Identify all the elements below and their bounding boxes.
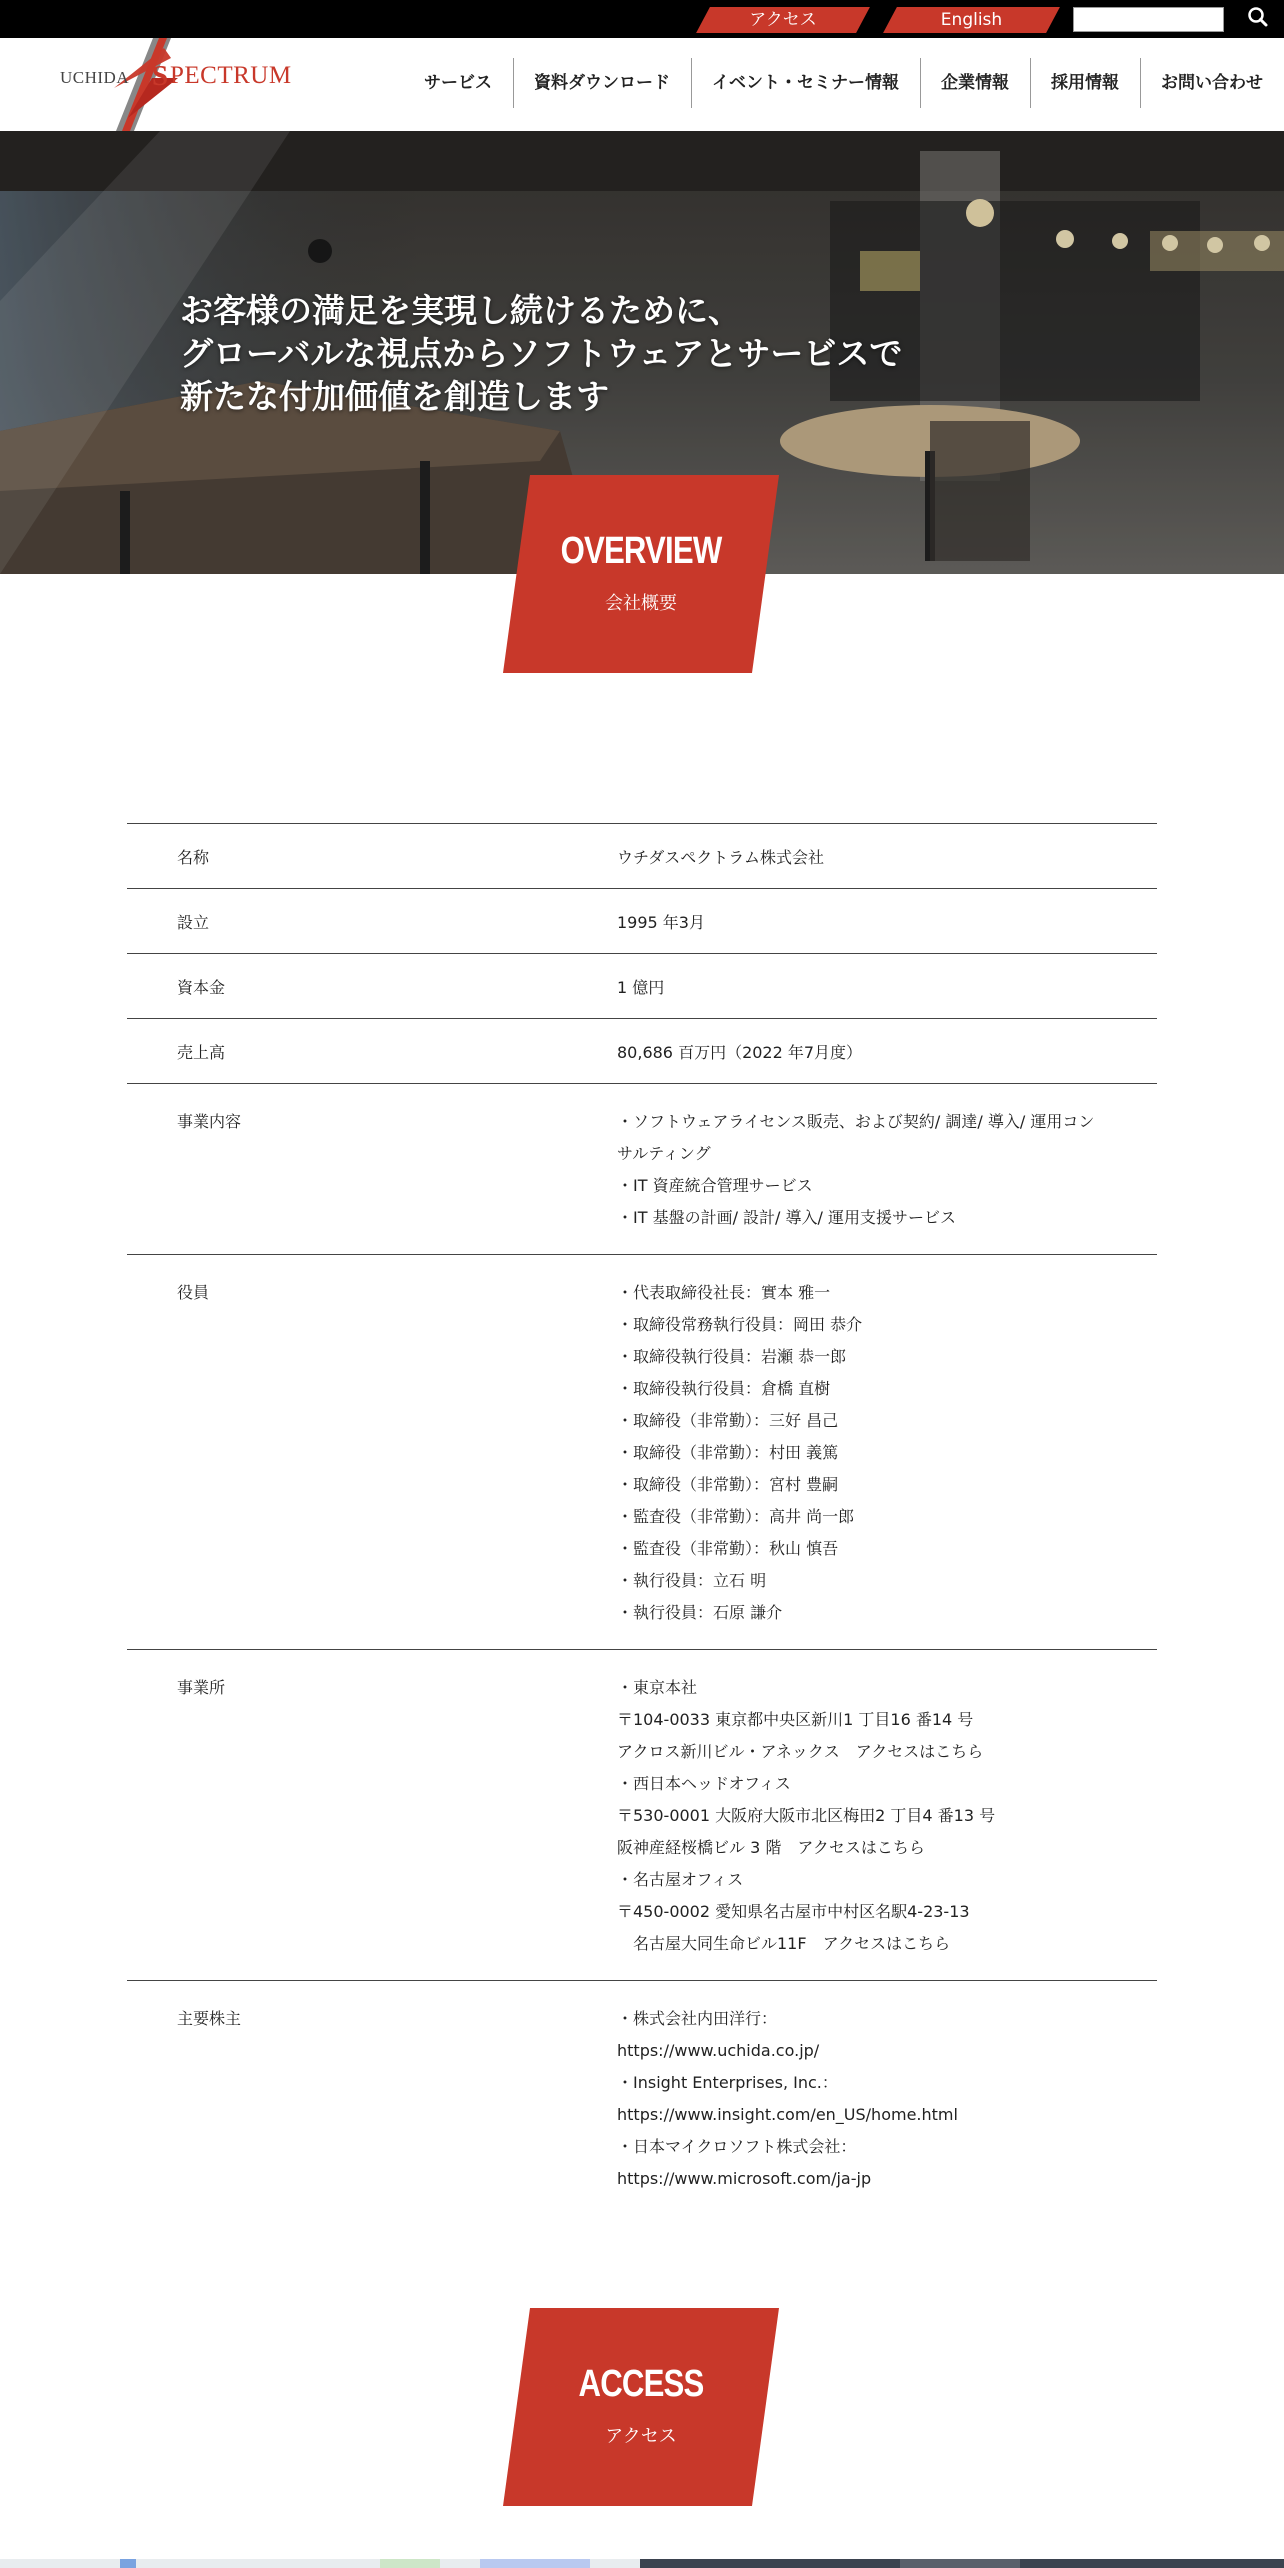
value-line: ・ソフトウェアライセンス販売、および契約/ 調達/ 導入/ 運用コン [617,1112,1095,1131]
table-row [127,1019,1157,1084]
hero-line-3: 新たな付加価値を創造します [180,377,609,416]
access-heading-badge [503,2308,779,2506]
table-row [127,1084,1157,1255]
value-line: ・執行役員：石原 謙介 [617,1603,783,1622]
hero-line-1: お客様の満足を実現し続けるために、 [180,291,741,330]
table-row [127,889,1157,954]
site-header [0,38,1284,131]
row-value [617,1981,1157,2215]
nav-downloads[interactable]: 資料ダウンロード [513,58,691,108]
row-value [617,1084,1157,1254]
value-line: ・代表取締役社長：實本 雅一 [617,1283,831,1302]
english-link[interactable]: English [890,7,1053,33]
value-line: 80,686 百万円（2022 年7月度） [617,1043,863,1062]
nav-recruit[interactable]: 採用情報 [1030,58,1140,108]
row-value [617,1255,1157,1649]
row-value [617,824,1157,888]
company-overview-table [127,823,1157,2215]
table-row [127,954,1157,1019]
row-value [617,954,1157,1018]
logo-prefix: UCHIDA [60,68,130,87]
value-line: ・IT 資産統合管理サービス [617,1176,813,1195]
table-row [127,1981,1157,2215]
map-preview[interactable] [0,2556,1284,2568]
access-title-en: ACCESS [578,2363,704,2405]
nav-services[interactable]: サービス [424,73,492,93]
value-line: ・名古屋オフィス [617,1870,744,1889]
overview-heading-badge [503,475,779,673]
map-image [0,2559,1284,2568]
shareholder-link[interactable]: https://www.uchida.co.jp/ [617,2041,820,2060]
search-button[interactable] [1244,4,1272,32]
access-link[interactable]: アクセス [703,7,863,33]
top-utility-bar [0,0,1284,38]
value-line: ・執行役員：立石 明 [617,1571,767,1590]
overview-title-jp: 会社概要 [605,593,677,614]
value-line: ・西日本ヘッドオフィス [617,1774,791,1793]
row-label: 売上高 [177,1043,226,1062]
row-label: 名称 [177,848,210,867]
nav-company[interactable]: 企業情報 [920,58,1030,108]
logo-brand: PECTRUM [170,62,292,89]
row-label: 事業内容 [177,1112,242,1131]
value-line: サルティング [617,1144,711,1163]
access-link-nagoya[interactable]: 名古屋大同生命ビル11F アクセスはこちら [617,1934,951,1953]
access-link-tokyo[interactable]: アクロス新川ビル・アネックス アクセスはこちら [617,1742,984,1761]
access-link-osaka[interactable]: 阪神産経桜橋ビル 3 階 アクセスはこちら [617,1838,925,1857]
nav-events[interactable]: イベント・セミナー情報 [691,58,920,108]
value-line: ・株式会社内田洋行： [617,2009,778,2028]
site-logo[interactable] [56,38,292,131]
value-line: 〒530-0001 大阪府大阪市北区梅田2 丁目4 番13 号 [617,1806,996,1825]
shareholder-link[interactable]: https://www.insight.com/en_US/home.html [617,2105,958,2124]
row-label: 役員 [177,1283,210,1302]
logo-initial: S [152,60,169,92]
table-row [127,1650,1157,1981]
value-line: 1 億円 [617,978,665,997]
nav-contact[interactable]: お問い合わせ [1140,58,1284,108]
value-line: ・Insight Enterprises, Inc.： [617,2073,838,2092]
access-title-jp: アクセス [605,2426,677,2447]
shareholder-link[interactable]: https://www.microsoft.com/ja-jp [617,2169,872,2188]
value-line: ・取締役執行役員：岩瀬 恭一郎 [617,1347,847,1366]
value-line: ・取締役常務執行役員：岡田 恭介 [617,1315,863,1334]
badge-shape [503,475,779,673]
value-line: ・IT 基盤の計画/ 設計/ 導入/ 運用支援サービス [617,1208,957,1227]
table-row [127,824,1157,889]
value-line: 〒104-0033 東京都中央区新川1 丁目16 番14 号 [617,1710,974,1729]
row-value [617,889,1157,953]
row-label: 主要株主 [177,2009,242,2028]
search-icon [1244,4,1272,32]
badge-shape [503,2308,779,2506]
hero-line-2: グローバルな視点からソフトウェアとサービスで [180,334,903,373]
value-line: ・日本マイクロソフト株式会社： [617,2137,857,2156]
row-label: 設立 [177,913,210,932]
value-line: 1995 年3月 [617,913,705,932]
main-nav [403,58,1284,108]
value-line: ・監査役（非常勤）：高井 尚一郎 [617,1507,855,1526]
value-line: ・取締役執行役員：倉橋 直樹 [617,1379,831,1398]
table-row [127,1255,1157,1650]
value-line: ・取締役（非常勤）：宮村 豊嗣 [617,1475,839,1494]
value-line: ・取締役（非常勤）：村田 義篤 [617,1443,839,1462]
row-label: 事業所 [177,1678,226,1697]
value-line: 〒450-0002 愛知県名古屋市中村区名駅4-23-13 [617,1902,970,1921]
value-line: ・東京本社 [617,1678,698,1697]
value-line: ・取締役（非常勤）：三好 昌己 [617,1411,839,1430]
row-value [617,1019,1157,1083]
row-label: 資本金 [177,978,226,997]
row-value [617,1650,1157,1980]
overview-title-en: OVERVIEW [560,530,722,572]
value-line: ウチダスペクトラム株式会社 [617,848,825,867]
search-input[interactable] [1073,7,1224,32]
value-line: ・監査役（非常勤）：秋山 慎吾 [617,1539,839,1558]
hero-tagline [180,289,902,418]
